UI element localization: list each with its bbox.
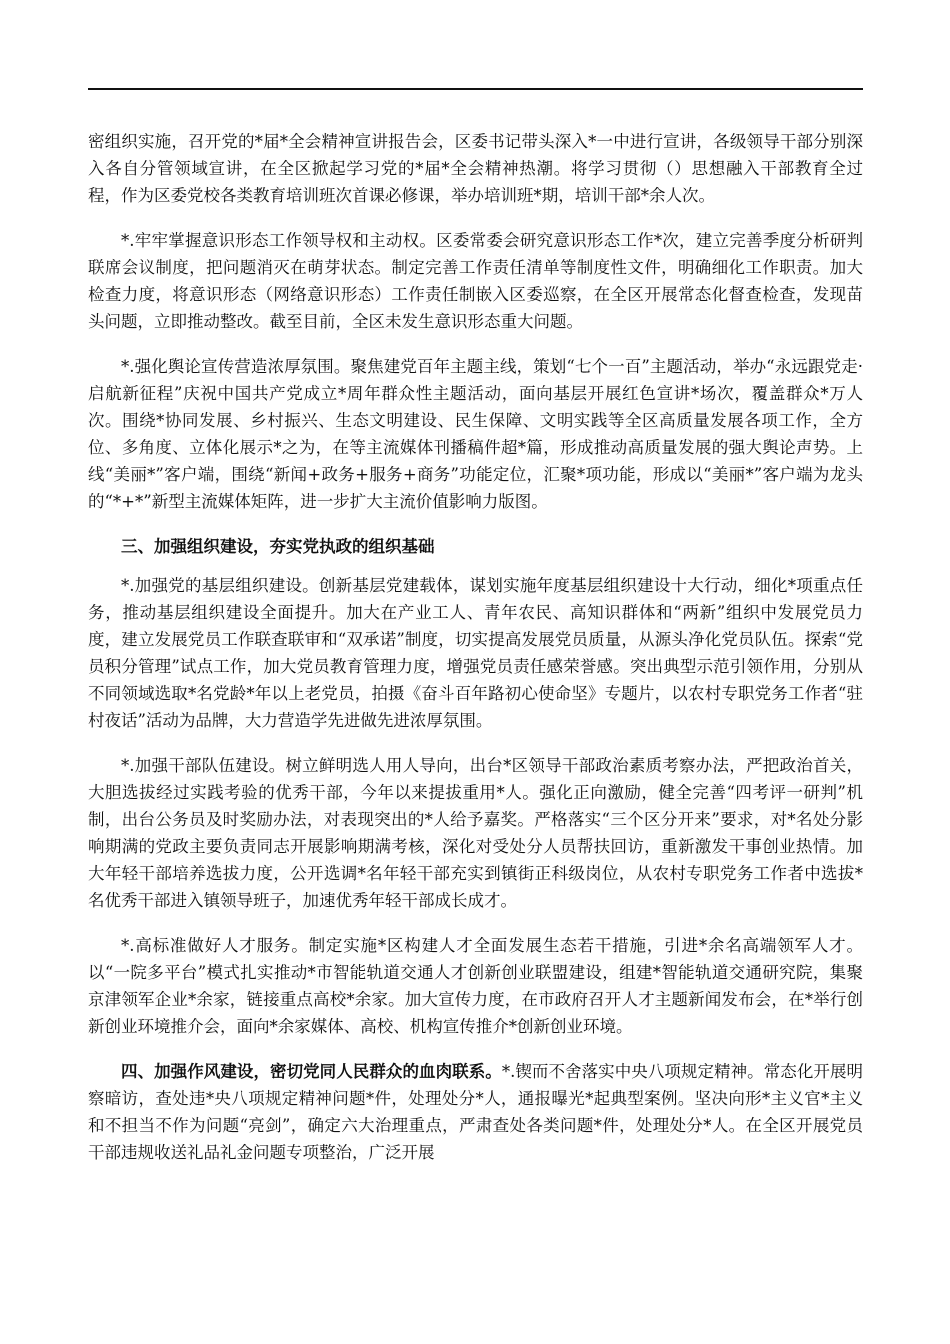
paragraph-5: *.加强干部队伍建设。树立鲜明选人用人导向，出台*区领导干部政治素质考察办法，严把政治首关，大胆选拔经过实践考验的优秀干部，今年以来提拔重用*人。强化正向激励，健全完善“四考评一研判”机制，出台公务员及时奖励办法，对表现突出的*人给予嘉奖。严格落实“三个区分开来”要求，对*名处分影响期满的党政主要负责同志开展影响期满考核，深化对受处分人员帮扶回访，重新激发干事创业热情。加大年轻干部培养选拔力度，公开选调*名年轻干部充实到镇街正科级岗位，从农村专职党务工作者中选拔*名优秀干部进入镇领导班子，加速优秀年轻干部成长成才。 xyxy=(88,756,863,910)
paragraph-6: *.高标准做好人才服务。制定实施*区构建人才全面发展生态若干措施，引进*余名高端领军人才。以“一院多平台”模式扎实推动*市智能轨道交通人才创新创业联盟建设，组建*智能轨道交通研究院，集聚京津领军企业*余家，链接重点高校*余家。加大宣传力度，在市政府召开人才主题新闻发布会，在*举行创新创业环境推介会，面向*余家媒体、高校、机构宣传推介*创新创业环境。 xyxy=(88,936,863,1036)
paragraph-7 xyxy=(88,1058,863,1166)
header-rule xyxy=(88,88,863,90)
paragraph-7-body: *.锲而不舍落实中央八项规定精神。常态化开展明察暗访，查处违*央八项规定精神问题*件，处理处分*人，通报曝光*起典型案例。坚决向形*主义官*主义和不担当不作为问题“亮剑”，确定六大治理重点，严肃查处各类问题*件，处理处分*人。在全区开展党员干部违规收送礼品礼金问题专项整治，广泛开展 xyxy=(88,1062,864,1162)
section-heading-3: 三、加强组织建设，夯实党执政的组织基础 xyxy=(121,537,435,556)
paragraph-4: *.加强党的基层组织建设。创新基层党建载体，谋划实施年度基层组织建设十大行动，细化*项重点任务，推动基层组织建设全面提升。加大在产业工人、青年农民、高知识群体和“两新”组织中发展党员力度，建立发展党员工作联查联审和“双承诺”制度，切实提高发展党员质量，从源头净化党员队伍。探索“党员积分管理”试点工作，加大党员教育管理力度，增强党员责任感荣誉感。突出典型示范引领作用，分别从不同领域选取*名党龄*年以上老党员，拍摄《奋斗百年路初心使命坚》专题片，以农村专职党务工作者“驻村夜话”活动为品牌，大力营造学先进做先进浓厚氛围。 xyxy=(88,576,863,730)
paragraph-1: 密组织实施，召开党的*届*全会精神宣讲报告会，区委书记带头深入*一中进行宣讲，各级领导干部分别深入各自分管领域宣讲，在全区掀起学习党的*届*全会精神热潮。将学习贯彻（）思想融入干部教育全过程，作为区委党校各类教育培训班次首课必修课，举办培训班*期，培训干部*余人次。 xyxy=(88,132,863,205)
paragraph-2: *.牢牢掌握意识形态工作领导权和主动权。区委常委会研究意识形态工作*次，建立完善季度分析研判联席会议制度，把问题消灭在萌芽状态。制定完善工作责任清单等制度性文件，明确细化工作职责。加大检查力度，将意识形态（网络意识形态）工作责任制嵌入区委巡察，在全区开展常态化督查检查，发现苗头问题，立即推动整改。截至目前，全区未发生意识形态重大问题。 xyxy=(88,231,863,331)
document-body xyxy=(88,128,863,1184)
section-heading-4: 四、加强作风建设，密切党同人民群众的血肉联系。 xyxy=(121,1062,502,1081)
paragraph-3: *.强化舆论宣传营造浓厚氛围。聚焦建党百年主题主线，策划“七个一百”主题活动，举办“永远跟党走·启航新征程”庆祝中国共产党成立*周年群众性主题活动，面向基层开展红色宣讲*场次，覆盖群众*万人次。围绕*协同发展、乡村振兴、生态文明建设、民生保障、文明实践等全区高质量发展各项工作，全方位、多角度、立体化展示*之为，在等主流媒体刊播稿件超*篇，形成推动高质量发展的强大舆论声势。上线“美丽*”客户端，围绕“新闻+政务+服务+商务”功能定位，汇聚*项功能，形成以“美丽*”客户端为龙头的“*+*”新型主流媒体矩阵，进一步扩大主流价值影响力版图。 xyxy=(88,357,863,511)
